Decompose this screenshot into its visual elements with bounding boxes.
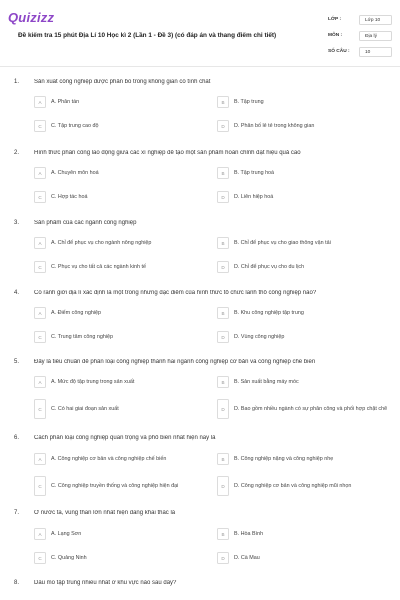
question-text: Ở nước ta, vùng than lớn nhất hiện đang khai thác là	[34, 510, 176, 516]
question-number: 4.	[14, 290, 20, 296]
option-a[interactable]	[34, 528, 212, 540]
option-c[interactable]	[34, 552, 212, 564]
option-text: D. Vùng công nghiệp	[234, 333, 285, 340]
option-letter-badge: D	[217, 120, 229, 132]
option-letter-badge: C	[34, 191, 46, 203]
option-text: D. Cà Mau	[234, 554, 260, 561]
question-text: Sản phẩm của các ngành công nghiệp	[34, 220, 137, 226]
option-letter-badge: B	[217, 453, 229, 465]
option-text: A. Mức độ tập trung trong sản xuất	[51, 378, 135, 385]
option-d[interactable]	[217, 476, 391, 496]
meta-count	[326, 46, 394, 62]
option-text: B. Khu công nghiệp tập trung	[234, 309, 304, 316]
option-text: C. Trung tâm công nghiệp	[51, 333, 114, 340]
option-letter-badge: B	[217, 167, 229, 179]
option-d[interactable]	[217, 552, 391, 564]
worksheet-header	[0, 0, 400, 66]
option-a[interactable]	[34, 167, 212, 179]
worksheet-meta	[326, 14, 394, 62]
option-text: B. Công nghiệp nặng và công nghiệp nhẹ	[234, 455, 334, 462]
question-text: Có ranh giới địa lí xác định là một trong những đặc điểm của hình thức tổ chức lãnh thổ công nghiệp nào?	[34, 290, 317, 296]
option-c[interactable]	[34, 261, 212, 273]
option-a[interactable]	[34, 376, 212, 388]
option-letter-badge: C	[34, 476, 46, 496]
option-text: D. Bao gồm nhiều ngành có sự phân công và phối hợp chặt chẽ	[234, 405, 388, 412]
option-text: B. Tập trung	[234, 98, 264, 105]
option-letter-badge: B	[217, 237, 229, 249]
option-letter-badge: C	[34, 399, 46, 419]
option-text: A. Chuyên môn hoá	[51, 169, 99, 176]
question-number: 1.	[14, 79, 20, 85]
option-letter-badge: C	[34, 261, 46, 273]
question-text: Dầu mỏ tập trung nhiều nhất ở khu vực nào sau đây?	[34, 580, 177, 586]
option-letter-badge: D	[217, 476, 229, 496]
option-b[interactable]	[217, 528, 391, 540]
option-d[interactable]	[217, 261, 391, 273]
option-b[interactable]	[217, 96, 391, 108]
option-text: C. Có hai giai đoạn sản xuất	[51, 405, 119, 412]
option-b[interactable]	[217, 237, 391, 249]
meta-class	[326, 14, 394, 30]
option-d[interactable]	[217, 331, 391, 343]
question-number: 5.	[14, 359, 20, 365]
option-a[interactable]	[34, 453, 212, 465]
option-text: C. Quảng Ninh	[51, 554, 87, 561]
option-text: C. Hợp tác hoá	[51, 193, 88, 200]
option-text: D. Phân bố lẻ tẻ trong không gian	[234, 122, 315, 129]
question-number: 6.	[14, 435, 20, 441]
option-d[interactable]	[217, 399, 391, 419]
option-letter-badge: B	[217, 376, 229, 388]
option-b[interactable]	[217, 307, 391, 319]
option-letter-badge: D	[217, 399, 229, 419]
meta-subject-field: Địa lý	[359, 31, 392, 41]
option-letter-badge: D	[217, 331, 229, 343]
option-letter-badge: A	[34, 528, 46, 540]
option-text: A. Điểm công nghiệp	[51, 309, 102, 316]
option-text: C. Tập trung cao độ	[51, 122, 99, 129]
option-text: A. Công nghiệp cơ bản và công nghiệp chế biến	[51, 455, 167, 462]
option-text: D. Liên hiệp hoá	[234, 193, 274, 200]
option-text: B. Sản xuất bằng máy móc	[234, 378, 299, 385]
option-text: C. Phục vụ cho tất cả các ngành kinh tế	[51, 263, 146, 270]
meta-count-label: SỐ CÂU :	[328, 49, 350, 54]
option-d[interactable]	[217, 191, 391, 203]
option-b[interactable]	[217, 376, 391, 388]
option-text: A. Chỉ để phục vụ cho ngành nông nghiệp	[51, 239, 152, 246]
option-letter-badge: C	[34, 552, 46, 564]
option-text: B. Tập trung hoá	[234, 169, 275, 176]
meta-subject	[326, 30, 394, 46]
meta-count-field: 10	[359, 47, 392, 57]
meta-class-label: LỚP :	[328, 17, 342, 22]
page-title: Đề kiểm tra 15 phút Địa Lí 10 Học kì 2 (Lần 1 - Đề 3) (có đáp án và thang điểm chi tiết)	[18, 32, 277, 39]
option-letter-badge: B	[217, 528, 229, 540]
option-c[interactable]	[34, 399, 212, 419]
option-letter-badge: D	[217, 191, 229, 203]
question-number: 2.	[14, 150, 20, 156]
option-letter-badge: A	[34, 237, 46, 249]
question-text: Hình thức phân công lao động giữa các xí nghiệp để tạo một sản phẩm hoàn chỉnh đạt hiệu quả cao	[34, 150, 301, 156]
option-text: D. Chỉ để phục vụ cho du lịch	[234, 263, 305, 270]
option-a[interactable]	[34, 307, 212, 319]
option-text: A. Lạng Sơn	[51, 530, 82, 537]
option-letter-badge: A	[34, 453, 46, 465]
option-d[interactable]	[217, 120, 391, 132]
option-letter-badge: C	[34, 120, 46, 132]
option-text: B. Chỉ để phục vụ cho giao thông vận tải	[234, 239, 331, 246]
option-b[interactable]	[217, 167, 391, 179]
option-letter-badge: C	[34, 331, 46, 343]
option-text: C. Công nghiệp truyền thống và công nghiệp hiện đại	[51, 482, 179, 489]
option-text: B. Hòa Bình	[234, 530, 264, 537]
option-c[interactable]	[34, 120, 212, 132]
option-letter-badge: A	[34, 307, 46, 319]
question-text: Sản xuất công nghiệp được phân bố trong không gian có tính chất	[34, 79, 211, 85]
option-letter-badge: A	[34, 96, 46, 108]
option-letter-badge: A	[34, 376, 46, 388]
option-b[interactable]	[217, 453, 391, 465]
question-number: 8.	[14, 580, 20, 586]
meta-subject-label: MÔN :	[328, 33, 343, 38]
quizizz-logo[interactable]: Quizizz	[8, 10, 55, 25]
question-number: 3.	[14, 220, 20, 226]
option-c[interactable]	[34, 191, 212, 203]
option-letter-badge: B	[217, 307, 229, 319]
option-letter-badge: D	[217, 261, 229, 273]
option-letter-badge: A	[34, 167, 46, 179]
option-a[interactable]	[34, 237, 212, 249]
option-text: A. Phân tán	[51, 98, 80, 105]
option-text: D. Công nghiệp cơ bản và công nghiệp mũi nhọn	[234, 482, 352, 489]
meta-class-field: Lớp 10	[359, 15, 392, 25]
option-letter-badge: D	[217, 552, 229, 564]
option-letter-badge: B	[217, 96, 229, 108]
option-c[interactable]	[34, 476, 212, 496]
option-a[interactable]	[34, 96, 212, 108]
header-divider	[0, 66, 400, 67]
question-number: 7.	[14, 510, 20, 516]
question-text: Cách phân loại công nghiệp quan trọng và phổ biến nhất hiện nay là	[34, 435, 216, 441]
question-text: Đây là tiêu chuẩn để phân loại công nghiệp thành hai ngành công nghiệp cơ bản và công nghiệp chế biến	[34, 359, 316, 365]
option-c[interactable]	[34, 331, 212, 343]
